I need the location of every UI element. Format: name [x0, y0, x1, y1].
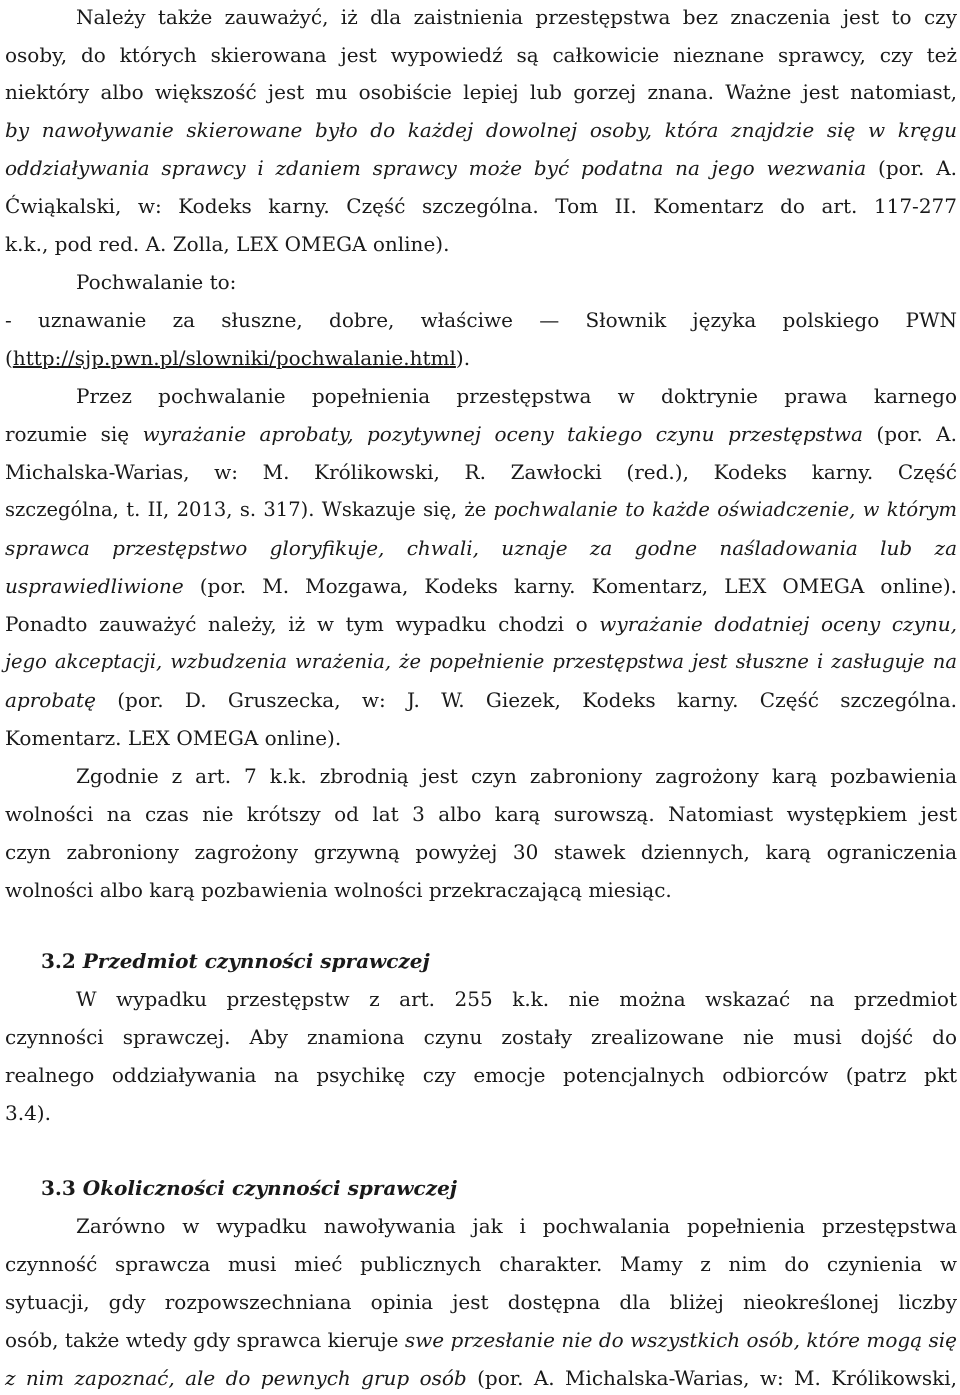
text-line [5, 153, 957, 183]
section-heading [41, 946, 430, 976]
italic-span: sprawca przestępstwo gloryfikuje, chwali, uznaje za godne naśladowania lub za [5, 536, 957, 560]
text-line: Należy także zauważyć, iż dla zaistnienia przestępstwa bez znaczenia jest to czy [76, 5, 957, 29]
text-span: rozumie się [5, 422, 143, 446]
italic-span: swe przesłanie nie do wszystkich osób, które mogą się [404, 1328, 957, 1352]
italic-span: jego akceptacji, wzbudzenia wrażenia, że popełnienie przestępstwa jest słuszne i zasługuje na [5, 650, 957, 673]
text-line [5, 115, 957, 145]
text-line: Zarówno w wypadku nawoływania jak i pochwalania popełnienia przestępstwa [76, 1214, 957, 1238]
text-line [5, 533, 957, 563]
text-line [5, 495, 957, 525]
text-span: ). [455, 346, 471, 370]
text-line: Komentarz. LEX OMEGA online). [5, 726, 342, 750]
section-title: Okoliczności czynności sprawczej [82, 1176, 458, 1200]
text-line: realnego oddziaływania na psychikę czy emocje potencjalnych odbiorców (patrz pkt [5, 1063, 957, 1087]
text-span: Ponadto zauważyć należy, iż w tym wypadku chodzi o [5, 612, 600, 636]
text-span: (por. A. Michalska-Warias, w: M. Królikowski, [466, 1366, 958, 1390]
text-line: niektóry albo większość jest mu osobiście lepiej lub gorzej znana. Ważne jest natomiast, [5, 80, 957, 104]
text-line: - uznawanie za słuszne, dobre, właściwe — Słownik języka polskiego PWN [5, 308, 957, 332]
text-line: wolności na czas nie krótszy od lat 3 albo karą surowszą. Natomiast występkiem jest [5, 802, 957, 826]
text-line [5, 419, 957, 449]
text-span: (por. A. [866, 156, 958, 180]
text-line: sytuacji, gdy rozpowszechniana opinia jest dostępna dla bliżej nieokreślonej liczby [5, 1290, 957, 1314]
text-line [5, 571, 957, 601]
pwn-dictionary-link[interactable]: http://sjp.pwn.pl/slowniki/pochwalanie.html [12, 346, 456, 370]
text-line [5, 685, 957, 715]
text-line [5, 647, 957, 677]
italic-span: wyrażanie dodatniej oceny czynu, [599, 612, 957, 636]
text-line [5, 1363, 957, 1393]
text-span: osób, także wtedy gdy sprawca kieruje [5, 1328, 405, 1352]
text-line [5, 1325, 957, 1355]
section-title: Przedmiot czynności sprawczej [82, 949, 430, 973]
text-line: Pochwalanie to: [76, 270, 237, 294]
text-span: (por. M. Mozgawa, Kodeks karny. Komentarz, LEX OMEGA online). [183, 574, 957, 598]
italic-span: wyrażanie aprobaty, pozytywnej oceny takiego czynu przestępstwa [142, 422, 863, 446]
text-line [5, 343, 957, 373]
text-line: Ćwiąkalski, w: Kodeks karny. Część szczególna. Tom II. Komentarz do art. 117-277 [5, 194, 957, 218]
italic-span: oddziaływania sprawcy i zdaniem sprawcy może być podatna na jego wezwania [5, 156, 867, 180]
text-line: czynność sprawcza musi mieć publicznych charakter. Mamy z nim do czynienia w [5, 1252, 957, 1276]
text-line: Przez pochwalanie popełnienia przestępstwa w doktrynie prawa karnego [76, 384, 957, 408]
italic-span: by nawoływanie skierowane było do każdej dowolnej osoby, która znajdzie się w kręgu [5, 118, 957, 142]
text-line: czyn zabroniony zagrożony grzywną powyżej 30 stawek dziennych, karą ograniczenia [5, 840, 957, 864]
text-span: szczególna, t. II, 2013, s. 317). Wskazuje się, że [5, 498, 494, 521]
italic-span: pochwalanie to każde oświadczenie, w którym [493, 498, 957, 521]
text-span: (por. A. [862, 422, 957, 446]
italic-span: aprobatę [5, 688, 96, 712]
text-line: osoby, do których skierowana jest wypowiedź są całkowicie nieznane sprawcy, czy też [5, 43, 957, 67]
section-number: 3.3 [41, 1176, 76, 1200]
italic-span: usprawiedliwione [5, 574, 184, 598]
italic-span: z nim zapoznać, ale do pewnych grup osób [5, 1366, 467, 1390]
text-span: (por. D. Gruszecka, w: J. W. Giezek, Kodeks karny. Część szczególna. [95, 688, 957, 712]
text-line: W wypadku przestępstw z art. 255 k.k. nie można wskazać na przedmiot [76, 987, 957, 1011]
text-line: Michalska-Warias, w: M. Królikowski, R. Zawłocki (red.), Kodeks karny. Część [5, 460, 957, 484]
text-line: Zgodnie z art. 7 k.k. zbrodnią jest czyn zabroniony zagrożony karą pozbawienia [76, 764, 957, 788]
section-number: 3.2 [41, 949, 76, 973]
text-line: k.k., pod red. A. Zolla, LEX OMEGA online). [5, 232, 450, 256]
text-line: wolności albo karą pozbawienia wolności przekraczającą miesiąc. [5, 878, 672, 902]
text-line: czynności sprawczej. Aby znamiona czynu zostały zrealizowane nie musi dojść do [5, 1025, 957, 1049]
section-heading [41, 1173, 457, 1203]
text-line: 3.4). [5, 1101, 51, 1125]
text-line [5, 609, 957, 639]
text-span: ( [5, 346, 13, 370]
